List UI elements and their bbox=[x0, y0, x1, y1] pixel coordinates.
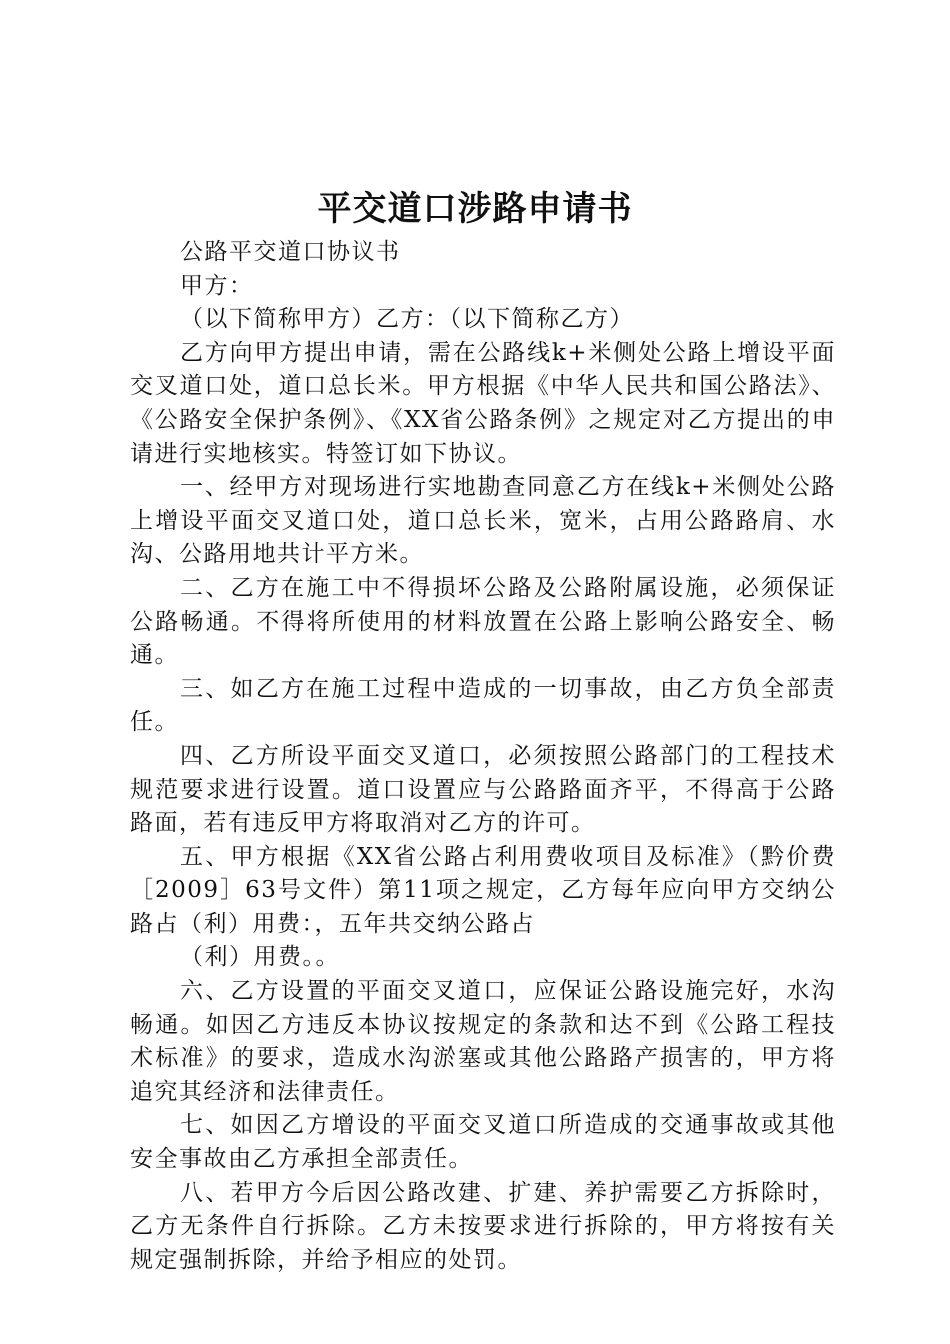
party-a-line: 甲方： bbox=[180, 272, 254, 299]
clause-4: 四、乙方所设平面交叉道口，必须按照公路部门的工程技术规范要求进行设置。道口设置应与公路路面齐平，不得高于公路路面，若有违反甲方将取消对乙方的许可。 bbox=[130, 742, 836, 837]
parties-abbreviation-line: （以下简称甲方）乙方：（以下简称乙方） bbox=[180, 306, 634, 333]
clause-7: 七、如因乙方增设的平面交叉道口所造成的交通事故或其他安全事故由乙方承担全部责任。 bbox=[130, 1112, 836, 1173]
agreement-heading: 公路平交道口协议书 bbox=[180, 239, 401, 265]
clause-6: 六、乙方设置的平面交叉道口，应保证公路设施完好，水沟畅通。如因乙方违反本协议按规定的条款和达不到《公路工程技术标准》的要求，造成水沟淤塞或其他公路路产损害的，甲方将追究其经济和法律责任。 bbox=[130, 978, 836, 1105]
document-body bbox=[130, 236, 836, 1277]
clause-2: 二、乙方在施工中不得损坏公路及公路附属设施，必须保证公路畅通。不得将所使用的材料放置在公路上影响公路安全、畅通。 bbox=[130, 574, 836, 669]
clause-5-continuation: （利）用费。。 bbox=[180, 944, 340, 971]
clause-3: 三、如乙方在施工过程中造成的一切事故，由乙方负全部责任。 bbox=[130, 675, 836, 736]
clause-5: 五、甲方根据《XX省公路占利用费收项目及标准》（黔价费［2009］63号文件）第11项之规定，乙方每年应向甲方交纳公路占（利）用费：，五年共交纳公路占 bbox=[130, 843, 836, 937]
document-title: 平交道口涉路申请书 bbox=[317, 189, 633, 229]
clause-8: 八、若甲方今后因公路改建、扩建、养护需要乙方拆除时，乙方无条件自行拆除。乙方未按要求进行拆除的，甲方将按有关规定强制拆除，并给予相应的处罚。 bbox=[130, 1179, 836, 1273]
intro-paragraph: 乙方向甲方提出申请，需在公路线k+米侧处公路上增设平面交叉道口处，道口总长米。甲方根据《中华人民共和国公路法》、《公路安全保护条例》、《XX省公路条例》之规定对乙方提出的申请进行实地核实。特签订如下协议。 bbox=[130, 339, 836, 467]
clause-1: 一、经甲方对现场进行实地勘查同意乙方在线k+米侧处公路上增设平面交叉道口处，道口总长米，宽米，占用公路路肩、水沟、公路用地共计平方米。 bbox=[130, 474, 836, 568]
